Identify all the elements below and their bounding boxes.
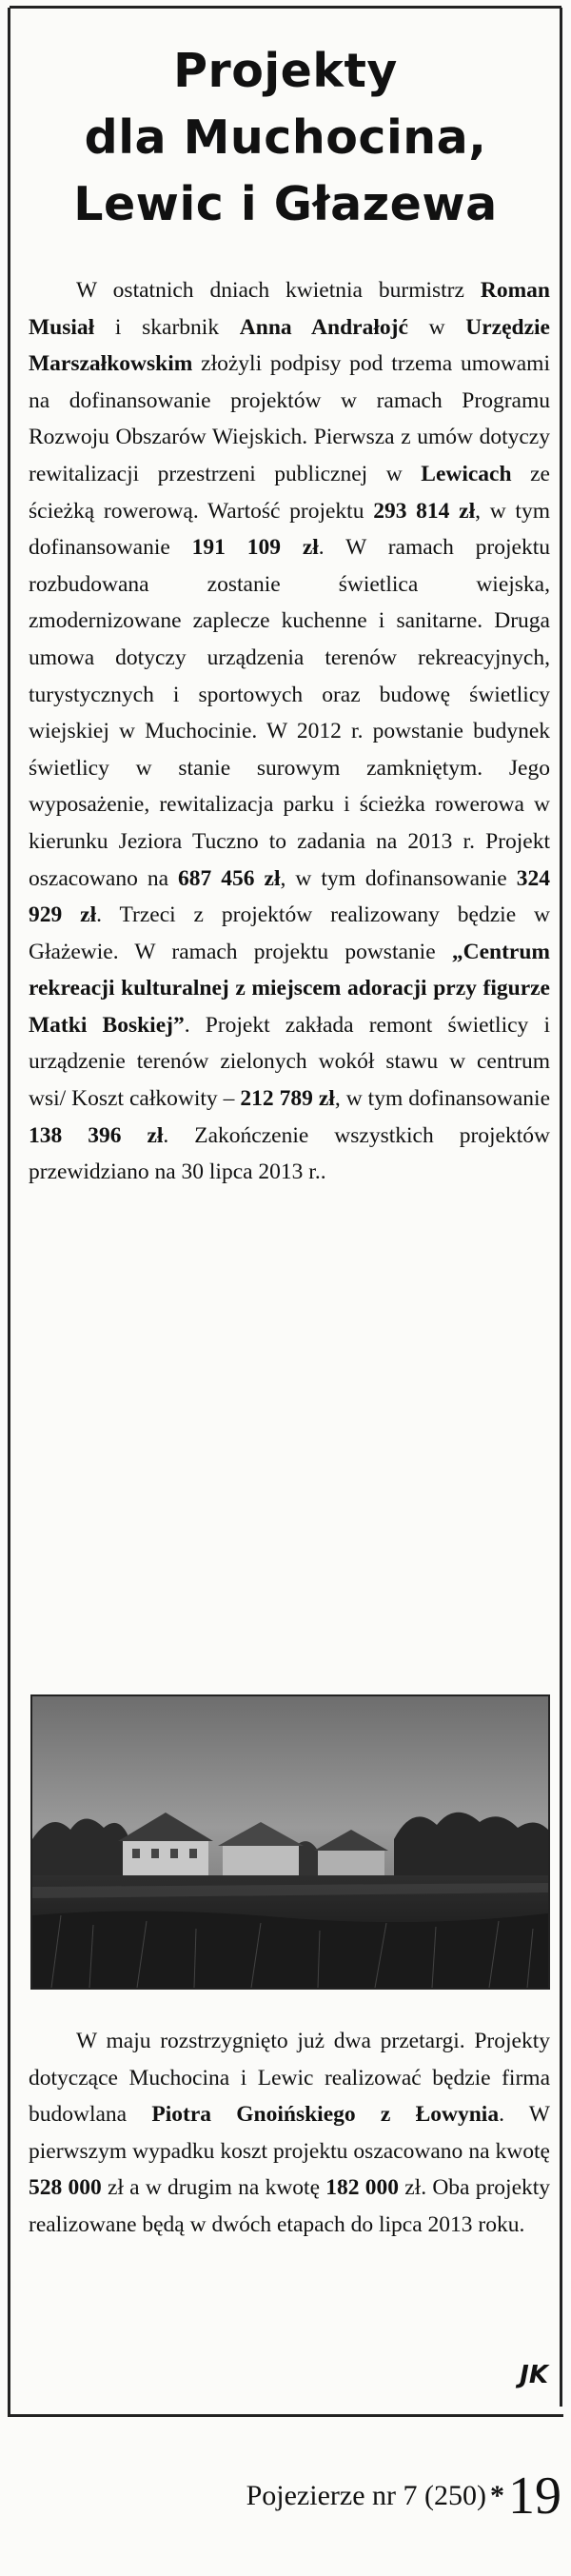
paragraph2-text-run: zł a w drugim na kwotę [101, 2175, 326, 2201]
paragraph1-text-run: złożyli podpisy pod trzema umowami na dofinansowanie projektów w ramach Programu Rozwoju Obszarów Wiejskich. Pierwsza z umów dotyczy rewitalizacji przestrzeni publicznej w [29, 351, 550, 486]
paragraph1-bold-run: „Centrum rekreacji kulturalnej z miejscem adoracji przy figurze Matki Boskiej” [29, 939, 550, 1038]
paragraph1-bold-run: 687 456 zł [178, 865, 281, 891]
paragraph2-text-run: . W pierwszym wypadku koszt projektu oszacowano na kwotę [29, 2102, 550, 2164]
author-signature: JK [520, 2361, 548, 2389]
paragraph1-text-run: w [407, 314, 466, 340]
footer-separator: * [490, 2480, 504, 2511]
page-number: 19 [508, 2467, 561, 2526]
right-column-border [560, 8, 562, 2407]
paragraph2-bold-run: 528 000 [29, 2175, 102, 2201]
article-body-continued [29, 2023, 550, 2244]
paragraph1-bold-run: Lewicach [421, 461, 512, 486]
article-paragraph-1 [29, 272, 550, 1191]
paragraph1-bold-run: Anna Andrałojć [239, 314, 408, 340]
paragraph1-text-run: . Trzeci z projektów realizowany będzie w Głażewie. W ramach projektu powstanie [29, 902, 550, 964]
bottom-rule [8, 2414, 563, 2417]
paragraph1-bold-run: 138 396 zł [29, 1122, 164, 1148]
article-paragraph-2 [29, 2023, 550, 2244]
title-line-3: Lewic i Głazewa [73, 177, 498, 231]
left-column-border [8, 8, 10, 2416]
paragraph1-text-run: i skarbnik [94, 314, 240, 340]
page-footer [57, 2466, 561, 2526]
paragraph1-text-run: . W ramach projektu rozbudowana zostanie świetlica wiejska, zmodernizowane zaplecze kuchenne i sanitarne. Druga umowa dotyczy urządzenia terenów rekreacyjnych, turystycznych i sportowych oraz budowę świetlicy wiejskiej w Muchocinie. W 2012 r. powstanie budynek świetlicy w stanie surowym zamkniętym. Jego wyposażenie, rewitalizacja parku i ścieżka rowerowa w kierunku Jeziora Tuczno to zadania na 2013 r. Projekt oszacowano na [29, 535, 550, 891]
paragraph1-bold-run: 191 109 zł [191, 535, 319, 561]
paragraph2-bold-run: 182 000 [325, 2175, 400, 2201]
paragraph2-bold-run: Piotra Gnoińskiego z Łowynia [151, 2102, 500, 2128]
paragraph1-bold-run: Urzędzie Marszałkowskim [29, 314, 550, 377]
title-line-1: Projekty [173, 44, 398, 98]
article-title [19, 38, 552, 238]
paragraph2-text-run: zł. Oba projekty realizowane będą w dwóch etapach do lipca 2013 roku. [29, 2175, 551, 2237]
publication-name: Pojezierze nr 7 (250) [246, 2480, 486, 2511]
paragraph1-bold-run: 212 789 zł [240, 1086, 335, 1112]
paragraph1-text-run: . Zakończenie wszystkich projektów przewidziano na 30 lipca 2013 r.. [29, 1122, 550, 1185]
village-photo-image [32, 1696, 548, 1988]
top-rule [10, 6, 561, 9]
paragraph1-text-run: , w tym dofinansowanie [334, 1086, 551, 1112]
paragraph1-bold-run: 324 929 zł [29, 865, 550, 928]
paragraph1-text-run: , w tym dofinansowanie [29, 498, 550, 561]
paragraph1-text-run: ze ścieżką rowerową. Wartość projektu [29, 461, 550, 524]
paragraph1-text-run: . Projekt zakłada remont świetlicy i urządzenie terenów zielonych wokół stawu w centrum wsi/ Koszt całkowity – [29, 1012, 550, 1112]
paragraph1-bold-run: 293 814 zł [373, 498, 476, 524]
title-line-2: dla Muchocina, [84, 110, 487, 165]
paragraph1-text-run: W ostatnich dniach kwietnia burmistrz [76, 278, 481, 303]
paragraph2-text-run: W maju rozstrzygnięto już dwa przetargi. Projekty dotyczące Muchocina i Lewic realizować będzie firma budowlana [29, 2029, 550, 2128]
paragraph1-text-run: , w tym dofinansowanie [280, 865, 517, 891]
village-photo [30, 1694, 550, 1990]
article-body [29, 272, 550, 1191]
paragraph1-bold-run: Roman Musiał [29, 278, 550, 340]
